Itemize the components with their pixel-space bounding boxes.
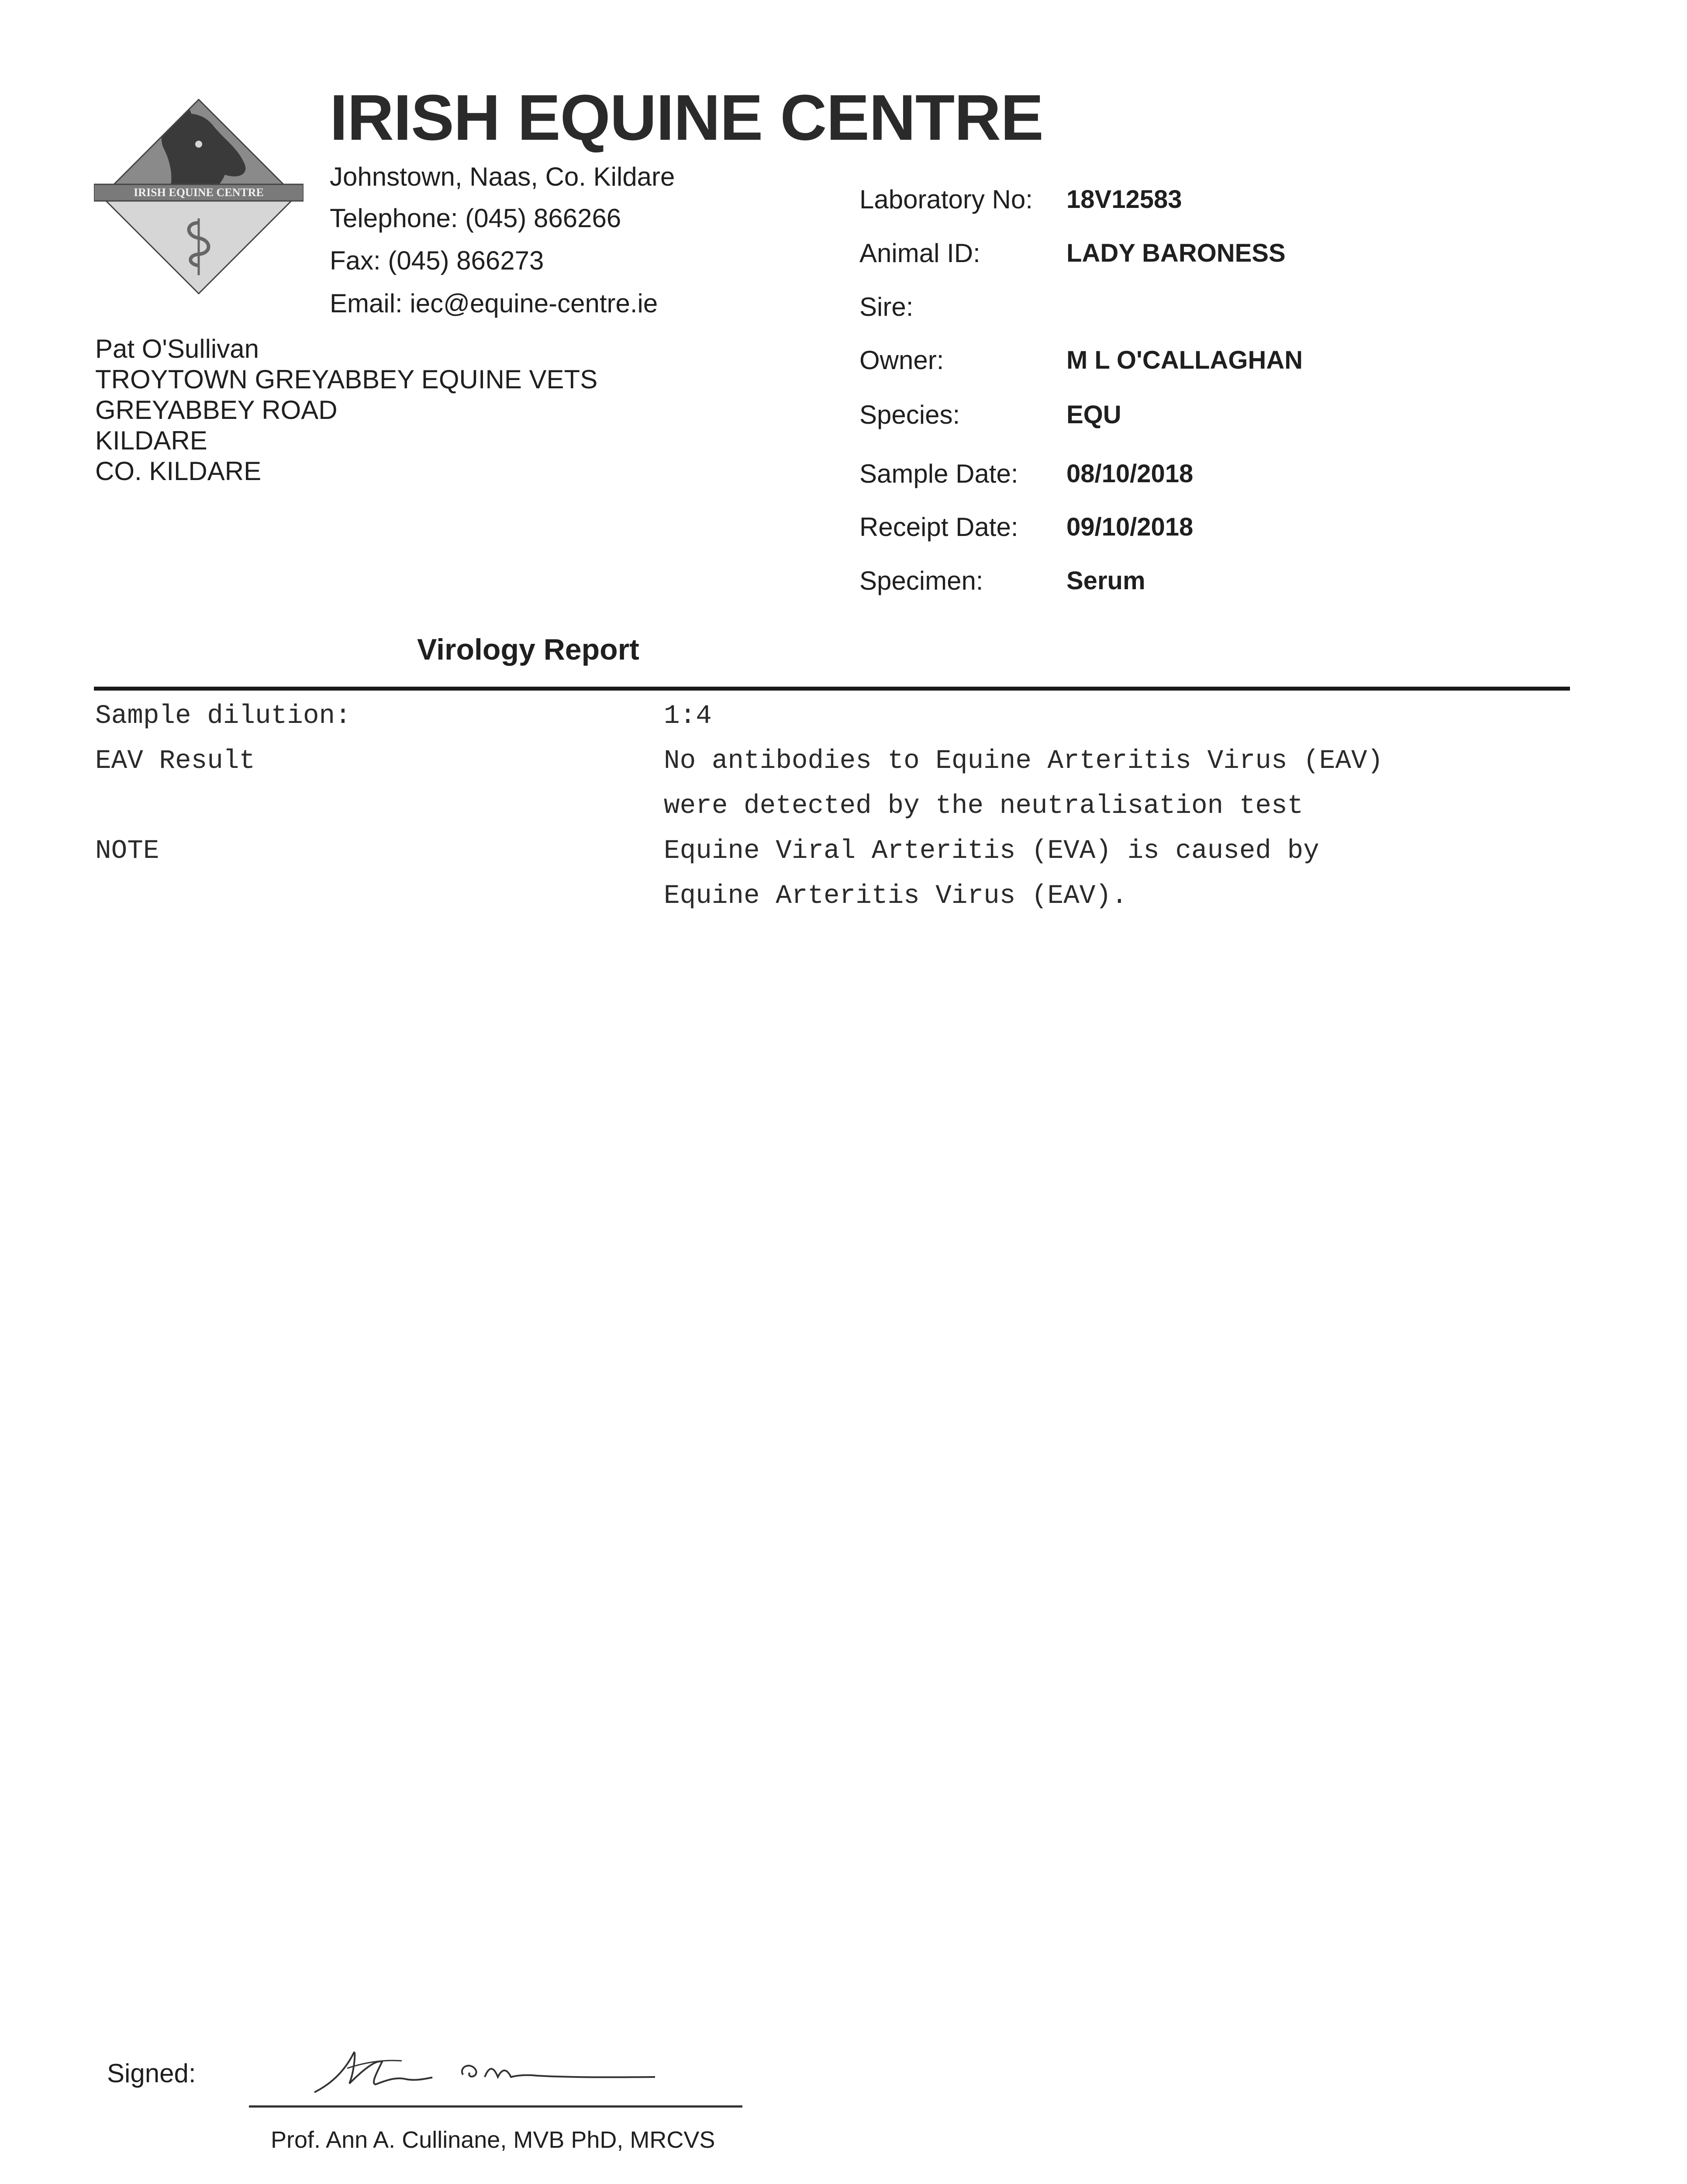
report-title: Virology Report (417, 633, 639, 666)
note-line-2: Equine Arteritis Virus (EAV). (664, 881, 1128, 911)
animal-id-label: Animal ID: (859, 238, 980, 268)
receipt-date-value: 09/10/2018 (1066, 513, 1194, 541)
sample-date-value: 08/10/2018 (1066, 460, 1194, 488)
sample-date-label: Sample Date: (859, 459, 1018, 488)
owner-value: M L O'CALLAGHAN (1066, 346, 1303, 374)
species-value: EQU (1066, 401, 1121, 429)
irish-equine-centre-logo (94, 92, 304, 301)
signature-line (249, 2105, 742, 2108)
receipt-date-label: Receipt Date: (859, 512, 1018, 542)
recipient-name: Pat O'Sullivan (95, 334, 259, 363)
sample-dilution-label: Sample dilution: (95, 701, 351, 731)
eav-result-line-2: were detected by the neutralisation test (664, 791, 1304, 821)
organization-title: IRISH EQUINE CENTRE (330, 82, 1043, 154)
logo-text: IRISH EQUINE CENTRE (134, 186, 264, 199)
fax-line: Fax: (045) 866273 (330, 246, 544, 275)
recipient-road: GREYABBEY ROAD (95, 395, 338, 425)
signed-label: Signed: (107, 2059, 196, 2088)
recipient-town: KILDARE (95, 426, 207, 455)
recipient-county: CO. KILDARE (95, 456, 262, 486)
eav-result-label: EAV Result (95, 746, 255, 776)
species-label: Species: (859, 400, 960, 429)
animal-id-value: LADY BARONESS (1066, 239, 1286, 267)
sire-label: Sire: (859, 292, 914, 321)
recipient-practice: TROYTOWN GREYABBEY EQUINE VETS (95, 365, 598, 394)
specimen-label: Specimen: (859, 566, 983, 595)
note-line-1: Equine Viral Arteritis (EVA) is caused by (664, 836, 1319, 866)
email-line: Email: iec@equine-centre.ie (330, 289, 658, 318)
address-line: Johnstown, Naas, Co. Kildare (330, 162, 675, 191)
lab-no-value: 18V12583 (1066, 185, 1182, 214)
specimen-value: Serum (1066, 567, 1145, 595)
handwritten-signature (306, 2035, 681, 2101)
owner-label: Owner: (859, 346, 944, 375)
eav-result-line-1: No antibodies to Equine Arteritis Virus (EAV) (664, 746, 1383, 776)
signer-name: Prof. Ann A. Cullinane, MVB PhD, MRCVS (271, 2127, 715, 2153)
report-divider (94, 687, 1570, 691)
lab-no-label: Laboratory No: (859, 185, 1033, 214)
sample-dilution-value: 1:4 (664, 701, 712, 731)
telephone-line: Telephone: (045) 866266 (330, 204, 621, 233)
note-label: NOTE (95, 836, 159, 866)
